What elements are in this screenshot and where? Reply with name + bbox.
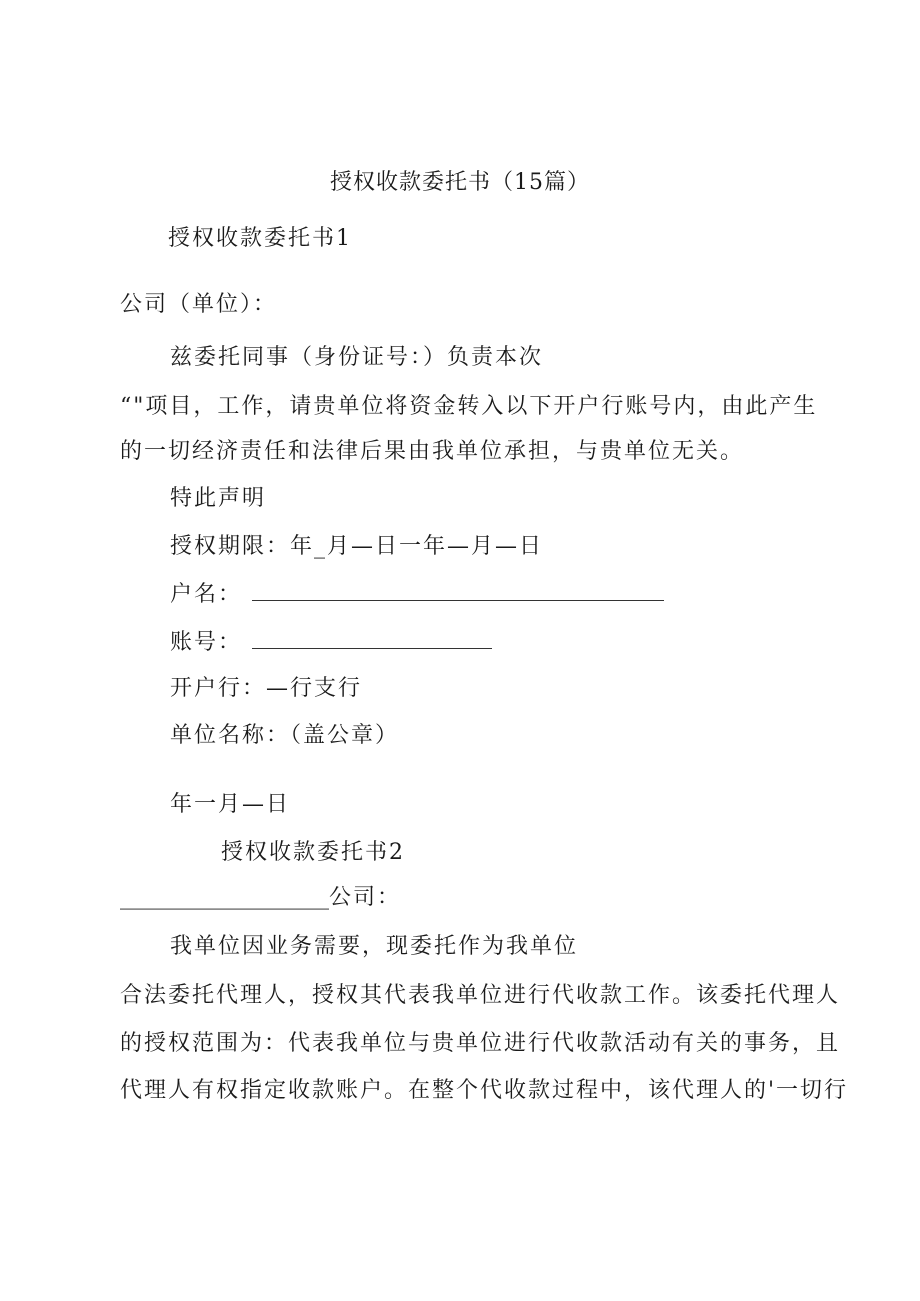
document-title: 授权收款委托书（15篇）	[330, 170, 590, 195]
section-1-paragraph-line: 的一切经济责任和法律后果由我单位承担，与贵单位无关。	[120, 439, 745, 464]
addressee-blank: ___________________	[120, 885, 329, 910]
account-number-label: 账号：	[170, 630, 243, 655]
account-name-blank	[252, 582, 664, 601]
section-1-paragraph-line: 兹委托同事（身份证号：）负责本次	[170, 345, 544, 370]
account-number-blank	[252, 630, 492, 649]
bank-branch: 开户行：—行支行	[170, 676, 363, 701]
section-2-heading: 授权收款委托书2	[221, 840, 405, 865]
account-name-label: 户名：	[170, 582, 243, 607]
authorization-period: 授权期限：年_月—日一年—月—日	[170, 534, 544, 559]
account-number-row	[170, 628, 492, 658]
section-2-paragraph-line: 我单位因业务需要，现委托作为我单位	[170, 934, 579, 959]
section-1-date: 年一月—日	[170, 792, 291, 817]
section-1-heading: 授权收款委托书1	[168, 226, 352, 251]
section-2-addressee-row	[120, 883, 401, 913]
account-name-row	[170, 580, 664, 610]
declaration-text: 特此声明	[170, 486, 267, 511]
section-2-paragraph-line: 合法委托代理人，授权其代表我单位进行代收款工作。该委托代理人	[120, 983, 841, 1008]
section-1-addressee: 公司（单位）：	[120, 292, 278, 317]
section-2-addressee: 公司：	[329, 885, 402, 910]
section-2-paragraph-line: 的授权范围为：代表我单位与贵单位进行代收款活动有关的事务，且	[120, 1031, 841, 1056]
section-2-paragraph-line: 代理人有权指定收款账户。在整个代收款过程中，该代理人的'一切行	[120, 1078, 849, 1103]
section-1-paragraph-line: “"项目，工作，请贵单位将资金转入以下开户行账号内，由此产生	[120, 394, 818, 419]
unit-name-seal: 单位名称：（盖公章）	[170, 723, 400, 748]
